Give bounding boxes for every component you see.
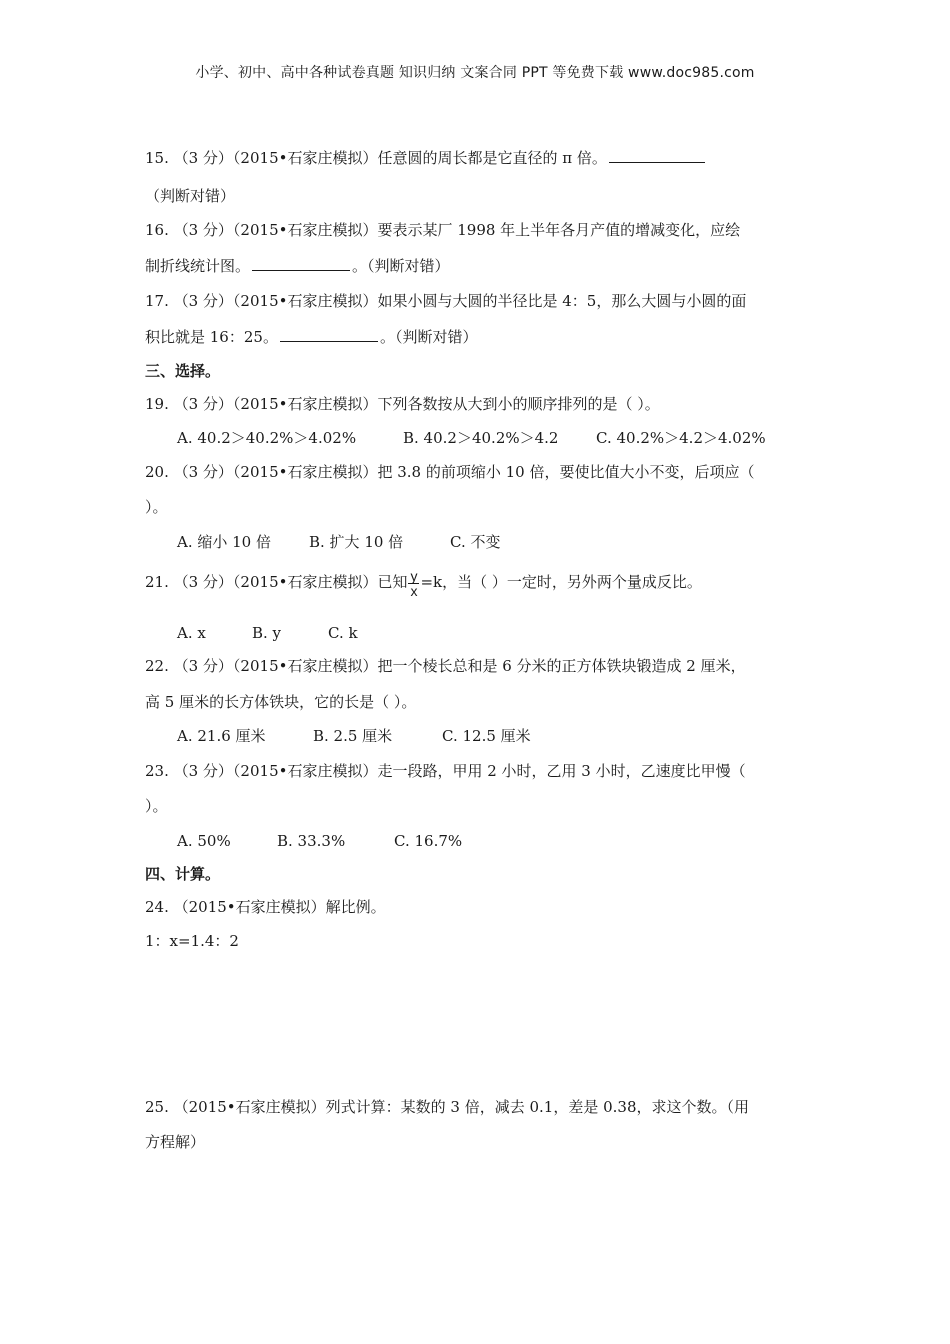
page-header: 小学、初中、高中各种试卷真题 知识归纳 文案合同 PPT 等免费下载 www.doc985.com <box>195 65 755 81</box>
answer-blank-17[interactable] <box>280 327 378 342</box>
question-20-line1: 20. （3 分）（2015•石家庄模拟）把 3.8 的前项缩小 10 倍，要使比值大小不变，后项应（ <box>145 463 755 481</box>
question-24-stem: 24. （2015•石家庄模拟）解比例。 <box>145 898 386 916</box>
q23-option-a[interactable]: A. 50% <box>177 832 231 850</box>
question-22-options <box>177 726 531 746</box>
question-17-text: 积比就是 16：25。 <box>145 328 278 346</box>
section-3-title: 三、选择。 <box>145 362 221 380</box>
question-21-suffix: =k，当（ ）一定时，另外两个量成反比。 <box>420 573 702 591</box>
section-4-title: 四、计算。 <box>145 865 221 883</box>
question-21-options <box>177 623 358 643</box>
question-19-options <box>177 428 766 448</box>
q21-option-b[interactable]: B. y <box>252 624 282 642</box>
question-16-line1: 16. （3 分）（2015•石家庄模拟）要表示某厂 1998 年上半年各月产值的增减变化，应绘 <box>145 221 741 239</box>
question-22-line2: 高 5 厘米的长方体铁块，它的长是（ ）。 <box>145 693 417 711</box>
question-15-line2: （判断对错） <box>145 187 236 205</box>
question-17-line2 <box>145 327 477 347</box>
q19-option-b[interactable]: B. 40.2＞40.2%＞4.2 <box>403 429 559 447</box>
question-25-line1: 25. （2015•石家庄模拟）列式计算：某数的 3 倍，减去 0.1，差是 0.38，求这个数。（用 <box>145 1098 750 1116</box>
answer-blank-16[interactable] <box>252 256 350 271</box>
q21-option-c[interactable]: C. k <box>328 624 358 642</box>
question-23-line1: 23. （3 分）（2015•石家庄模拟）走一段路，甲用 2 小时，乙用 3 小时，乙速度比甲慢（ <box>145 762 746 780</box>
question-16-suffix: 。（判断对错） <box>352 257 450 275</box>
question-25-line2: 方程解） <box>145 1133 206 1151</box>
question-19-stem: 19. （3 分）（2015•石家庄模拟）下列各数按从大到小的顺序排列的是（ ）。 <box>145 395 660 413</box>
q19-option-a[interactable]: A. 40.2＞40.2%＞4.02% <box>177 429 357 447</box>
question-15-line1 <box>145 148 707 168</box>
q20-option-b[interactable]: B. 扩大 10 倍 <box>309 533 404 551</box>
q21-option-a[interactable]: A. x <box>177 624 206 642</box>
q19-option-c[interactable]: C. 40.2%＞4.2＞4.02% <box>596 429 766 447</box>
question-17-line1: 17. （3 分）（2015•石家庄模拟）如果小圆与大圆的半径比是 4：5，那么大圆与小圆的面 <box>145 292 747 310</box>
question-23-line2: ）。 <box>145 797 168 815</box>
question-16-line2 <box>145 256 450 276</box>
q20-option-a[interactable]: A. 缩小 10 倍 <box>177 533 271 551</box>
fraction-denominator: x <box>410 582 418 599</box>
question-22-line1: 22. （3 分）（2015•石家庄模拟）把一个棱长总和是 6 分米的正方体铁块锻造成 2 厘米， <box>145 657 746 675</box>
q22-option-b[interactable]: B. 2.5 厘米 <box>313 727 393 745</box>
q20-option-c[interactable]: C. 不变 <box>450 533 501 551</box>
question-15-text: 15. （3 分）（2015•石家庄模拟）任意圆的周长都是它直径的 π 倍。 <box>145 149 607 167</box>
q23-option-c[interactable]: C. 16.7% <box>394 832 463 850</box>
question-24-equation: 1：x=1.4：2 <box>145 932 239 950</box>
q22-option-c[interactable]: C. 12.5 厘米 <box>442 727 531 745</box>
q23-option-b[interactable]: B. 33.3% <box>277 832 346 850</box>
fraction-y-over-x <box>408 569 419 598</box>
answer-blank-15[interactable] <box>609 148 705 163</box>
question-17-suffix: 。（判断对错） <box>379 328 478 346</box>
fraction-numerator: y <box>410 567 418 584</box>
question-23-options <box>177 831 462 851</box>
question-20-options <box>177 532 500 552</box>
question-20-line2: ）。 <box>145 498 168 516</box>
question-21-prefix: 21. （3 分）（2015•石家庄模拟）已知 <box>145 573 408 591</box>
q22-option-a[interactable]: A. 21.6 厘米 <box>177 727 266 745</box>
question-16-text: 制折线统计图。 <box>145 257 251 275</box>
question-21-stem <box>145 566 702 598</box>
